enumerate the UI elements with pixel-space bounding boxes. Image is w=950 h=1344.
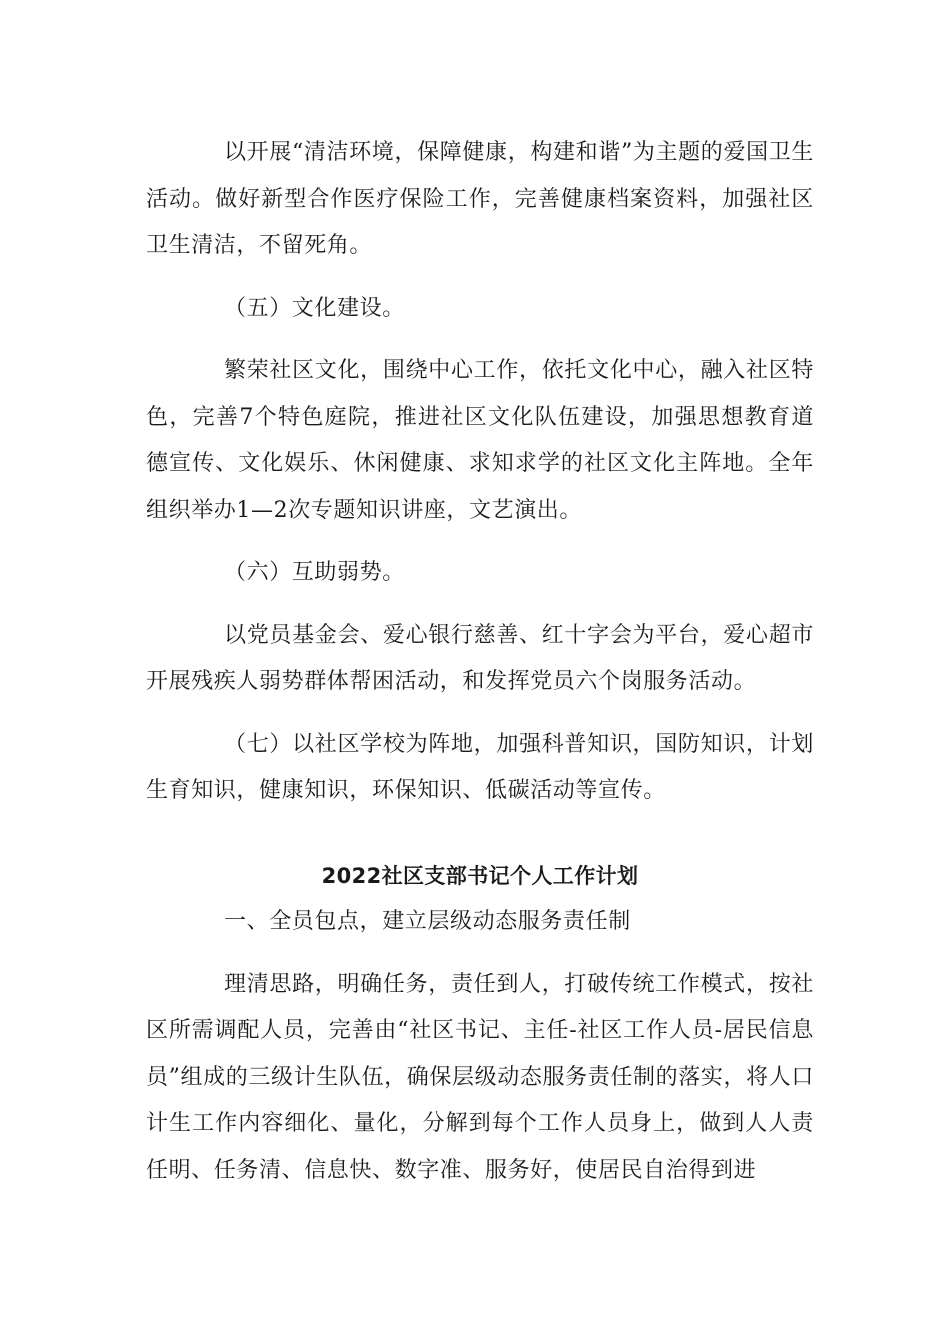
heading-mutual-aid: （六）互助弱势。 (224, 560, 405, 585)
paragraph-school-publicity: （七）以社区学校为阵地，加强科普知识，国防知识，计划生育知识，健康知识，环保知识、低碳活动等宣传。 (146, 731, 814, 803)
paragraph-health-campaign: 以开展“清洁环境，保障健康，构建和谐”为主题的爱国卫生活动。做好新型合作医疗保险工作，完善健康档案资料，加强社区卫生清洁，不留死角。 (146, 140, 814, 258)
heading-culture: （五）文化建设。 (224, 295, 405, 321)
paragraph-responsibility: 理清思路，明确任务，责任到人，打破传统工作模式，按社区所需调配人员，完善由“社区书记、主任-社区工作人员-居民信息员”组成的三级计生队伍，确保层级动态服务责任制的落实，将人口计生工作内容细化、量化，分解到每个工作人员身上，做到人人责任明、任务清、信息快、数字准、服务好，使居民自治得到进 (146, 971, 814, 1183)
paragraph-culture: 繁荣社区文化，围绕中心工作，依托文化中心，融入社区特色，完善7个特色庭院，推进社区文化队伍建设，加强思想教育道德宣传、文化娱乐、休闲健康、求知求学的社区文化主阵地。全年组织举办1—2次专题知识讲座，文艺演出。 (146, 358, 814, 523)
section-title: 2022社区支部书记个人工作计划 (321, 863, 639, 888)
document-body (146, 130, 814, 1194)
paragraph-mutual-aid: 以党员基金会、爱心银行慈善、红十字会为平台，爱心超市开展残疾人弱势群体帮困活动，和发挥党员六个岗服务活动。 (146, 622, 814, 694)
heading-responsibility: 一、全员包点，建立层级动态服务责任制 (224, 909, 631, 934)
